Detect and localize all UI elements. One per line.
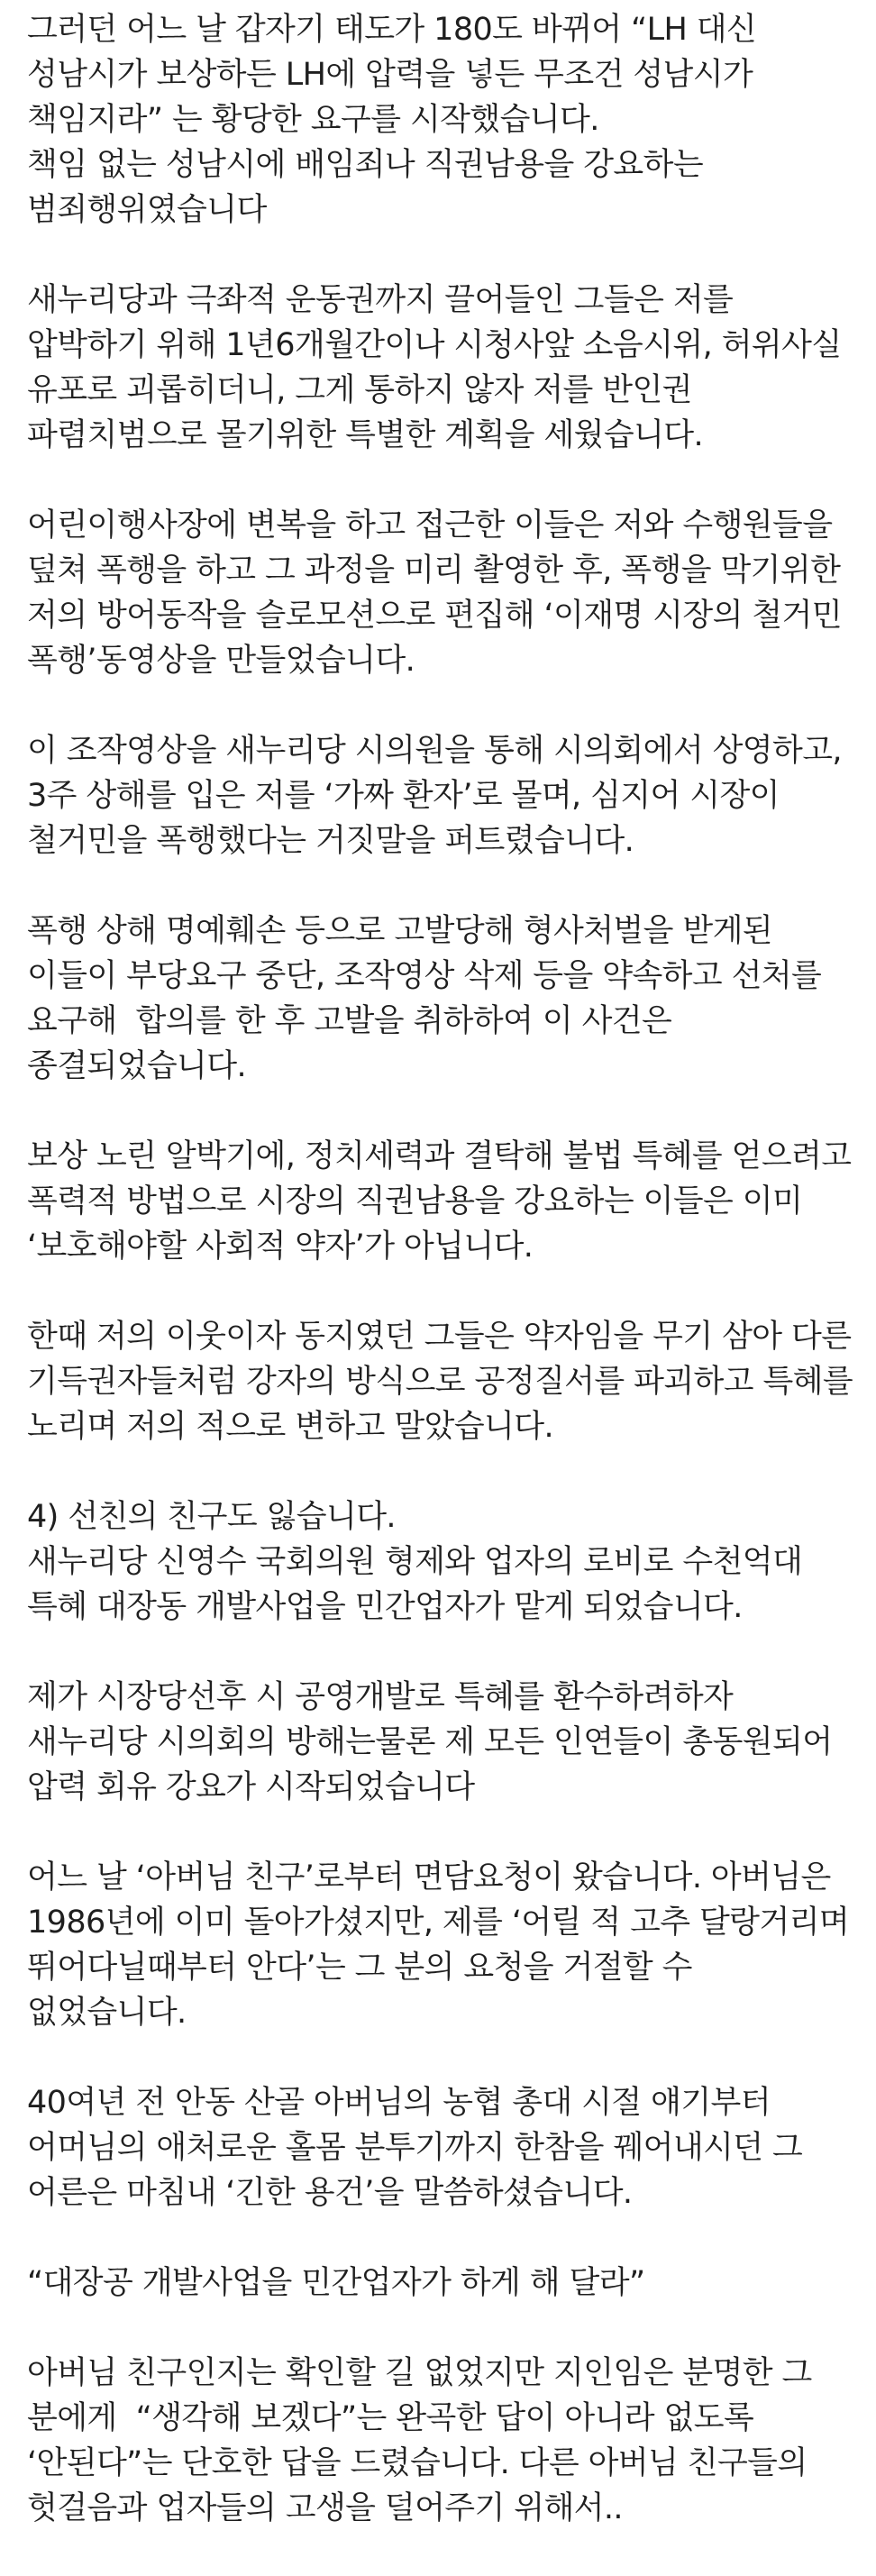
text-line: 폭력적 방법으로 시장의 직권남용을 강요하는 이들은 이미 <box>27 1183 803 1219</box>
text-line: 종결되었습니다. <box>27 1048 246 1084</box>
text-line: 책임 없는 성남시에 배임죄나 직권남용을 강요하는 <box>27 147 704 183</box>
text-line: 이 조작영상을 새누리당 시의원을 통해 시의회에서 상영하고, <box>27 733 842 769</box>
paragraph <box>27 7 865 233</box>
paragraph <box>27 1675 865 1810</box>
text-line: 헛걸음과 업자들의 고생을 덜어주기 위해서.. <box>27 2490 623 2526</box>
text-line: ‘안된다”는 단호한 답을 드렸습니다. 다른 아버님 친구들의 <box>27 2445 808 2481</box>
text-line: 어른은 마침내 ‘긴한 용건’을 말씀하셨습니다. <box>27 2175 633 2211</box>
text-line: ‘보호해야할 사회적 약자’가 아닙니다. <box>27 1229 534 1265</box>
text-line: 파렴치범으로 몰기위한 특별한 계획을 세웠습니다. <box>27 417 704 453</box>
text-line: 성남시가 보상하든 LH에 압력을 넣든 무조건 성남시가 <box>27 57 753 93</box>
text-line: 제가 시장당선후 시 공영개발로 특혜를 환수하려하자 <box>27 1679 734 1715</box>
paragraph <box>27 2351 865 2531</box>
text-line: 어머님의 애처로운 홀몸 분투기까지 한참을 꿰어내시던 그 <box>27 2130 803 2166</box>
paragraph <box>27 2261 865 2306</box>
text-line: 요구해 합의를 한 후 고발을 취하하여 이 사건은 <box>27 1003 672 1039</box>
text-line: 새누리당과 극좌적 운동권까지 끌어들인 그들은 저를 <box>27 282 734 318</box>
text-line: 범죄행위였습니다 <box>27 192 267 228</box>
text-line: 유포로 괴롭히더니, 그게 통하지 않자 저를 반인권 <box>27 372 692 408</box>
text-line: 3주 상해를 입은 저를 ‘가짜 환자’로 몰며, 심지어 시장이 <box>27 778 780 814</box>
paragraph <box>27 278 865 458</box>
paragraph <box>27 728 865 863</box>
paragraph <box>27 1314 865 1449</box>
text-line: 새누리당 시의회의 방해는물론 제 모든 인연들이 총동원되어 <box>27 1724 833 1760</box>
paragraph <box>27 1855 865 2035</box>
text-line: 한때 저의 이웃이자 동지였던 그들은 약자임을 무기 삼아 다른 <box>27 1319 852 1355</box>
text-line: 폭행 상해 명예훼손 등으로 고발당해 형사처벌을 받게된 <box>27 913 772 949</box>
document-body <box>27 7 865 2576</box>
paragraph <box>27 503 865 683</box>
paragraph <box>27 1134 865 1269</box>
text-line: 1986년에 이미 돌아가셨지만, 제를 ‘어릴 적 고추 달랑거리며 <box>27 1905 850 1941</box>
text-line: 보상 노린 알박기에, 정치세력과 결탁해 불법 특혜를 얻으려고 <box>27 1138 852 1174</box>
text-line: 이들이 부당요구 중단, 조작영상 삭제 등을 약속하고 선처를 <box>27 958 822 994</box>
text-line: 분에게 “생각해 보겠다”는 완곡한 답이 아니라 없도록 <box>27 2400 754 2436</box>
text-line: 그러던 어느 날 갑자기 태도가 180도 바뀌어 “LH 대신 <box>27 12 757 48</box>
text-line: 없었습니다. <box>27 1995 187 2031</box>
text-line: 폭행’동영상을 만들었습니다. <box>27 643 415 679</box>
text-line: 기득권자들처럼 강자의 방식으로 공정질서를 파괴하고 특혜를 <box>27 1364 853 1400</box>
text-line: 4) 선친의 친구도 잃습니다. <box>27 1499 396 1535</box>
text-line: 40여년 전 안동 산골 아버님의 농협 총대 시절 얘기부터 <box>27 2085 771 2121</box>
text-line: 책임지라” 는 황당한 요구를 시작했습니다. <box>27 102 599 138</box>
text-line: “대장공 개발사업을 민간업자가 하게 해 달라” <box>27 2265 645 2301</box>
paragraph <box>27 909 865 1089</box>
paragraph <box>27 1494 865 1630</box>
text-line: 뛰어다닐때부터 안다’는 그 분의 요청을 거절할 수 <box>27 1950 692 1986</box>
text-line: 노리며 저의 적으로 변하고 말았습니다. <box>27 1409 553 1445</box>
text-line: 어느 날 ‘아버님 친구’로부터 면담요청이 왔습니다. 아버님은 <box>27 1859 831 1895</box>
text-line: 특혜 대장동 개발사업을 민간업자가 맡게 되었습니다. <box>27 1589 743 1625</box>
text-line: 저의 방어동작을 슬로모션으로 편집해 ‘이재명 시장의 철거민 <box>27 598 842 634</box>
text-line: 아버님 친구인지는 확인할 길 없었지만 지인임은 분명한 그 <box>27 2355 812 2391</box>
text-line: 어린이행사장에 변복을 하고 접근한 이들은 저와 수행원들을 <box>27 507 833 544</box>
text-line: 압력 회유 강요가 시작되었습니다 <box>27 1769 475 1805</box>
paragraph <box>27 2080 865 2215</box>
text-line: 철거민을 폭행했다는 거짓말을 퍼트렸습니다. <box>27 823 634 859</box>
text-line: 압박하기 위해 1년6개월간이나 시청사앞 소음시위, 허위사실 <box>27 327 842 363</box>
text-line: 새누리당 신영수 국회의원 형제와 업자의 로비로 수천억대 <box>27 1544 803 1580</box>
text-line: 덮쳐 폭행을 하고 그 과정을 미리 촬영한 후, 폭행을 막기위한 <box>27 553 841 589</box>
